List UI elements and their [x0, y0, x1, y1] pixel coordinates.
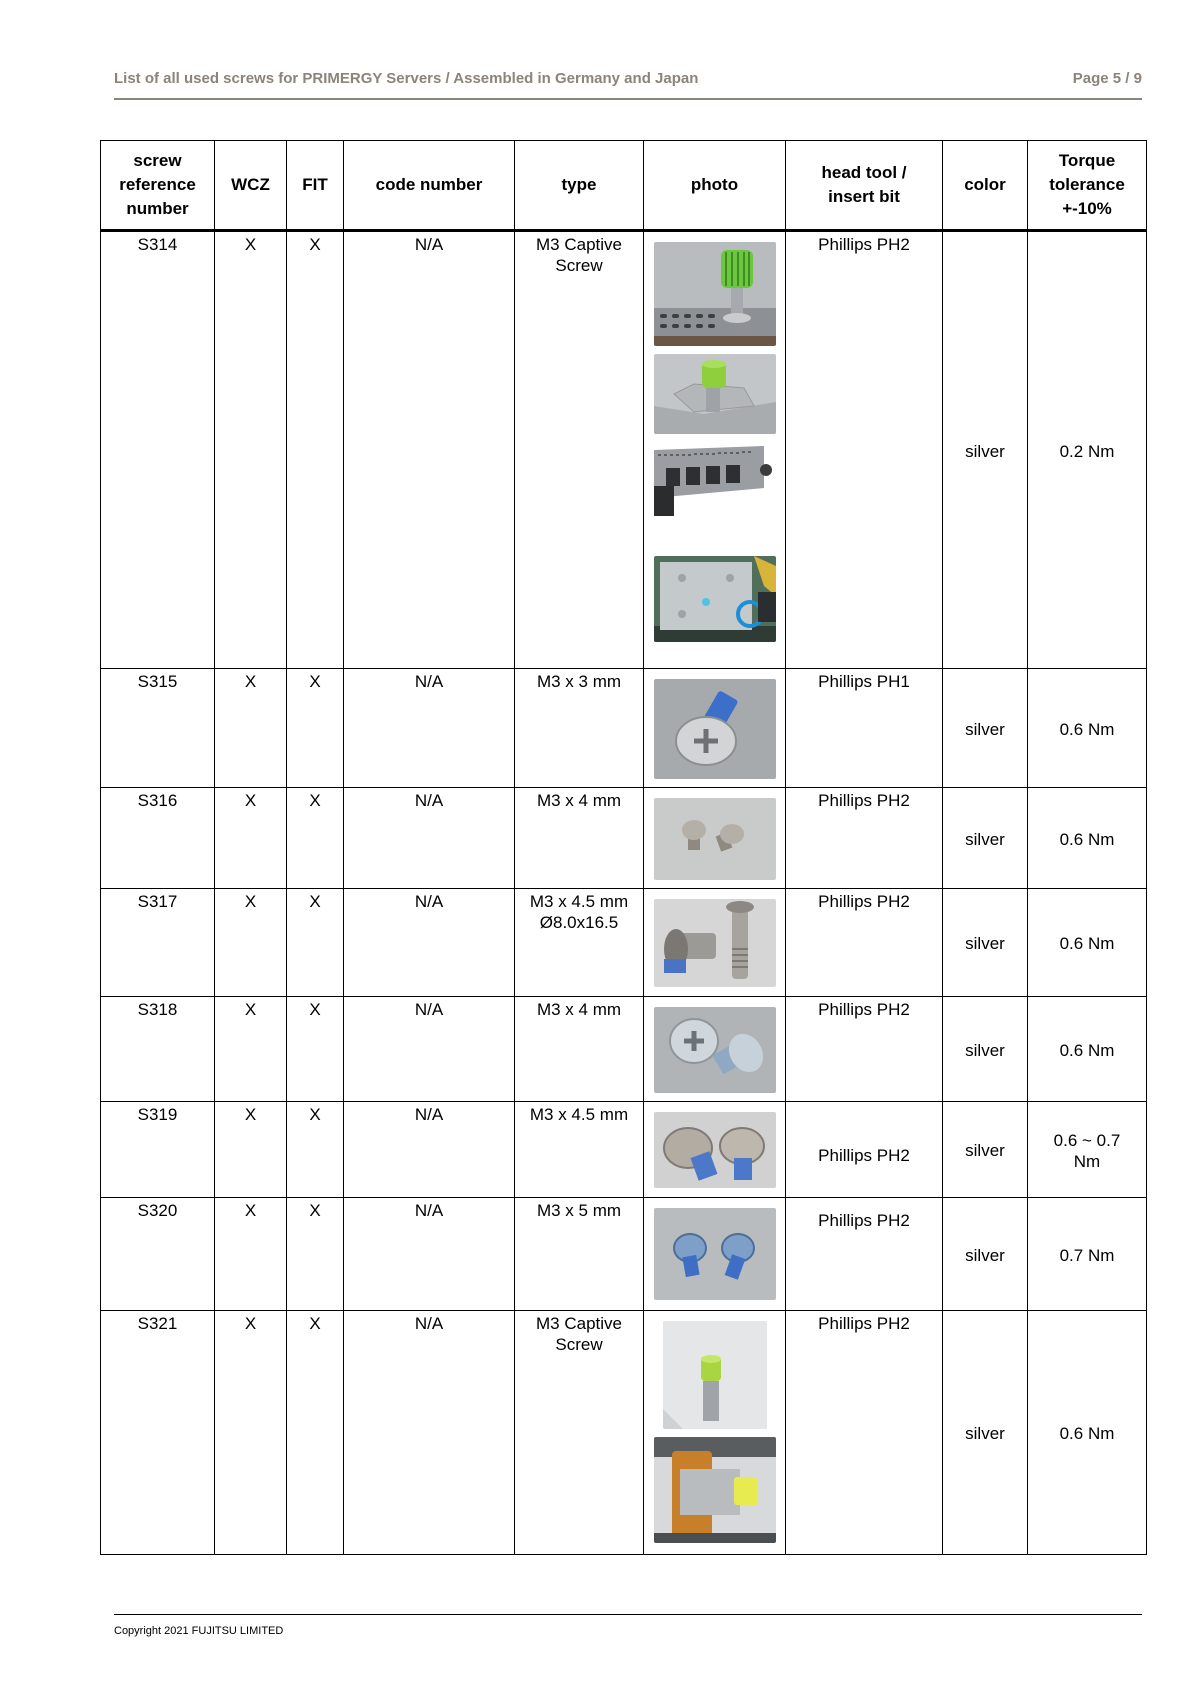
photo-cell [644, 669, 786, 788]
ref-cell: S316 [101, 788, 215, 889]
photo-cell [644, 889, 786, 997]
ref-cell: S315 [101, 669, 215, 788]
photo-cell [644, 997, 786, 1102]
ref-cell: S317 [101, 889, 215, 997]
column-header-fit: FIT [287, 141, 344, 231]
wcz-cell: X [215, 669, 287, 788]
wcz-cell: X [215, 889, 287, 997]
wcz-cell: X [215, 997, 287, 1102]
tool-cell: Phillips PH1 [786, 669, 943, 788]
wcz-cell: X [215, 1311, 287, 1555]
ref-cell: S314 [101, 231, 215, 669]
tool-cell: Phillips PH2 [786, 997, 943, 1102]
tool-cell: Phillips PH2 [786, 889, 943, 997]
torque-cell: 0.6 Nm [1028, 669, 1147, 788]
wcz-cell: X [215, 1102, 287, 1198]
type-cell: M3 x 4 mm [515, 788, 644, 889]
color-cell: silver [943, 1311, 1028, 1555]
page-number: Page 5 / 9 [1072, 70, 1142, 87]
photo-cell [644, 231, 786, 669]
code-cell: N/A [344, 1102, 515, 1198]
wcz-cell: X [215, 231, 287, 669]
table-row [101, 1102, 1147, 1198]
type-cell: M3 x 5 mm [515, 1198, 644, 1311]
fit-cell: X [287, 1198, 344, 1311]
captive-screw-photo [654, 242, 776, 346]
column-header-ref: screw reference number [101, 141, 215, 231]
table-row [101, 669, 1147, 788]
document-title: List of all used screws for PRIMERGY Servers / Assembled in Germany and Japan [114, 70, 699, 87]
fit-cell: X [287, 997, 344, 1102]
page-header [114, 68, 1142, 100]
torque-cell: 0.6 Nm [1028, 889, 1147, 997]
code-cell: N/A [344, 231, 515, 669]
photo-cell [644, 1102, 786, 1198]
torque-cell: 0.6 Nm [1028, 788, 1147, 889]
fit-cell: X [287, 1102, 344, 1198]
color-cell: silver [943, 889, 1028, 997]
code-cell: N/A [344, 669, 515, 788]
torque-cell: 0.6 ~ 0.7 Nm [1028, 1102, 1147, 1198]
tool-cell: Phillips PH2 [786, 231, 943, 669]
fit-cell: X [287, 1311, 344, 1555]
wcz-cell: X [215, 1198, 287, 1311]
tool-cell: Phillips PH2 [786, 1198, 943, 1311]
server-bay-photo [654, 442, 776, 518]
color-cell: silver [943, 788, 1028, 889]
mainboard-photo [654, 556, 776, 642]
tool-cell: Phillips PH2 [786, 1311, 943, 1555]
code-cell: N/A [344, 1311, 515, 1555]
table-header-row [101, 141, 1147, 231]
table-row [101, 889, 1147, 997]
type-cell: M3 x 3 mm [515, 669, 644, 788]
ref-cell: S318 [101, 997, 215, 1102]
torque-cell: 0.2 Nm [1028, 231, 1147, 669]
ref-cell: S321 [101, 1311, 215, 1555]
code-cell: N/A [344, 788, 515, 889]
tool-cell: Phillips PH2 [786, 1102, 943, 1198]
table-row [101, 997, 1147, 1102]
color-cell: silver [943, 669, 1028, 788]
photo-cell [644, 1198, 786, 1311]
color-cell: silver [943, 1198, 1028, 1311]
captive-screw-photo [663, 1321, 767, 1429]
screw-photo [654, 798, 776, 880]
torque-cell: 0.7 Nm [1028, 1198, 1147, 1311]
color-cell: silver [943, 997, 1028, 1102]
torque-cell: 0.6 Nm [1028, 1311, 1147, 1555]
screw-photo [654, 1112, 776, 1188]
type-cell: M3 x 4.5 mm Ø8.0x16.5 [515, 889, 644, 997]
photo-cell [644, 788, 786, 889]
type-cell: M3 x 4 mm [515, 997, 644, 1102]
torque-cell: 0.6 Nm [1028, 997, 1147, 1102]
code-cell: N/A [344, 1198, 515, 1311]
type-cell: M3 Captive Screw [515, 231, 644, 669]
code-cell: N/A [344, 997, 515, 1102]
tool-cell: Phillips PH2 [786, 788, 943, 889]
color-cell: silver [943, 1102, 1028, 1198]
page-footer [114, 1614, 1142, 1637]
code-cell: N/A [344, 889, 515, 997]
type-cell: M3 x 4.5 mm [515, 1102, 644, 1198]
table-row [101, 788, 1147, 889]
wcz-cell: X [215, 788, 287, 889]
fit-cell: X [287, 231, 344, 669]
ref-cell: S320 [101, 1198, 215, 1311]
column-header-photo: photo [644, 141, 786, 231]
table-row [101, 1198, 1147, 1311]
table-row [101, 231, 1147, 669]
type-cell: M3 Captive Screw [515, 1311, 644, 1555]
column-header-code: code number [344, 141, 515, 231]
column-header-tool: head tool / insert bit [786, 141, 943, 231]
fit-cell: X [287, 669, 344, 788]
table-row [101, 1311, 1147, 1555]
column-header-color: color [943, 141, 1028, 231]
screw-photo [654, 1007, 776, 1093]
column-header-torque: Torque tolerance +-10% [1028, 141, 1147, 231]
bracket-photo [654, 1437, 776, 1543]
captive-screw-mounted-photo [654, 354, 776, 434]
screw-photo [654, 679, 776, 779]
screw-photo [654, 1208, 776, 1300]
column-header-type: type [515, 141, 644, 231]
photo-cell [644, 1311, 786, 1555]
color-cell: silver [943, 231, 1028, 669]
screw-photo [654, 899, 776, 987]
fit-cell: X [287, 788, 344, 889]
ref-cell: S319 [101, 1102, 215, 1198]
screw-table [100, 140, 1147, 1555]
column-header-wcz: WCZ [215, 141, 287, 231]
fit-cell: X [287, 889, 344, 997]
copyright-text: Copyright 2021 FUJITSU LIMITED [114, 1625, 284, 1637]
